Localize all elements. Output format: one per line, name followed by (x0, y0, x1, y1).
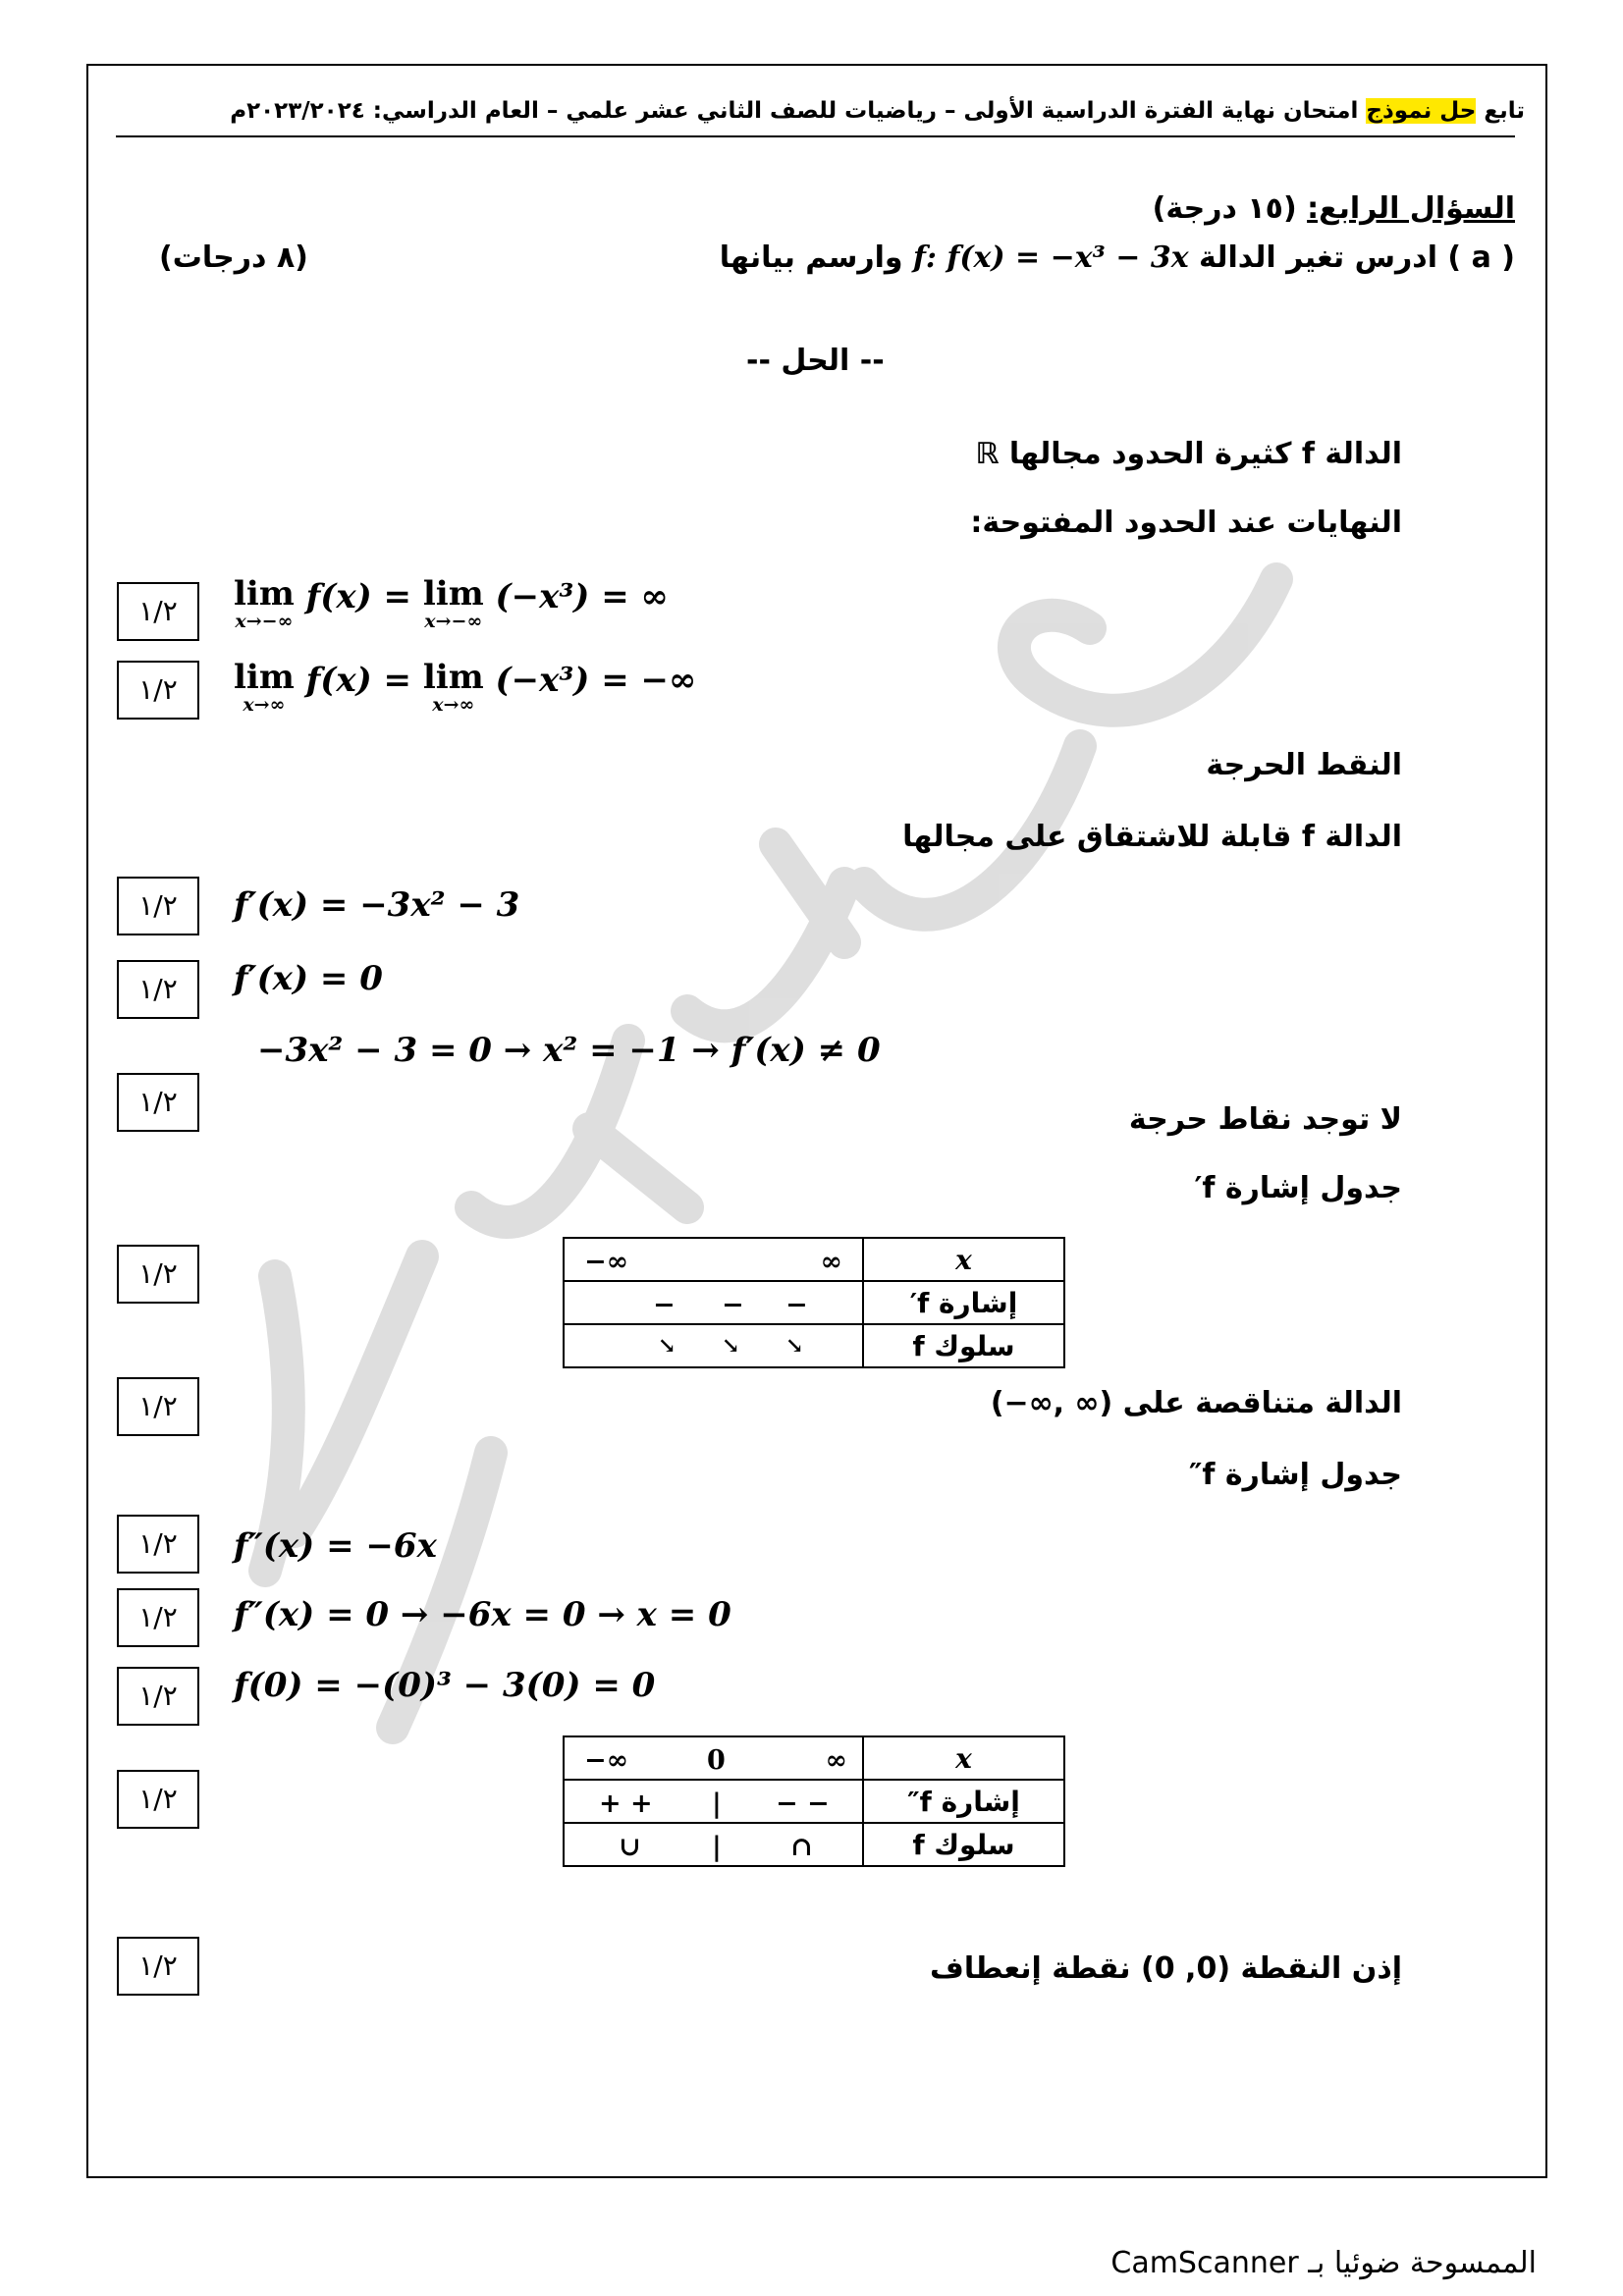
lim-result: (−x³) = −∞ (483, 661, 697, 700)
question-part-a (720, 240, 1515, 275)
score-box: ١/٢ (117, 960, 199, 1019)
table1-sign: − (653, 1290, 676, 1320)
table2-behavior (564, 1823, 863, 1866)
part-a-tail: وارسم بيانها (719, 240, 903, 275)
lim-word: lim (234, 574, 295, 614)
table2-x-values (564, 1736, 863, 1780)
table2-signs (564, 1780, 863, 1823)
first-derivative-zero: f′(x) = 0 (234, 959, 383, 998)
concave-up-icon: ∪ (619, 1832, 641, 1862)
table2-row-behavior: سلوك f (863, 1823, 1064, 1866)
decreasing-line: الدالة متناقصة على (∞ ,∞−) (990, 1386, 1402, 1420)
score-box: ١/٢ (117, 1377, 199, 1436)
lim-word: lim (422, 574, 484, 614)
table1-behavior (564, 1324, 863, 1367)
header-underline (116, 135, 1515, 137)
score-box: ١/٢ (117, 1245, 199, 1304)
score-box: ١/٢ (117, 877, 199, 935)
table2-separator: | (712, 1789, 722, 1819)
table1-x-values (564, 1238, 863, 1281)
lim-word: lim (422, 658, 484, 697)
scanner-footer: الممسوحة ضوئيا بـ CamScanner (1110, 2246, 1537, 2280)
part-a-label: ( a ) ادرس تغير الدالة (1199, 240, 1515, 275)
lim-sub: x→∞ (243, 694, 286, 716)
solution-heading: -- الحل -- (746, 344, 885, 378)
table2-heading: جدول إشارة f″ (1188, 1458, 1402, 1492)
table2-neg-inf: −∞ (584, 1745, 629, 1776)
score-box: ١/٢ (117, 1073, 199, 1132)
decreasing-arrow-icon: ↘ (722, 1333, 740, 1359)
table1-sign: − (722, 1290, 744, 1320)
lim-sub: x→∞ (432, 694, 475, 716)
first-derivative: f′(x) = −3x² − 3 (234, 885, 520, 925)
score-box: ١/٢ (117, 1937, 199, 1996)
limits-heading: النهايات عند الحدود المفتوحة: (970, 506, 1402, 540)
part-a-function: f: f(x) = −x³ − 3x (913, 240, 1189, 275)
table1-heading: جدول إشارة f′ (1194, 1171, 1402, 1205)
score-box: ١/٢ (117, 1770, 199, 1829)
no-critical-points: لا توجد نقاط حرجة (1128, 1102, 1402, 1137)
table1-pos-inf: ∞ (820, 1247, 842, 1277)
concave-down-icon: ∩ (790, 1832, 813, 1862)
header-rest: امتحان نهاية الفترة الدراسية الأولى – رياضيات للصف الثاني عشر علمي – العام الدراسي: ٢٠٢٣/٢٠٢٤م (230, 98, 1367, 124)
table2-zero: 0 (707, 1745, 726, 1776)
table1-sign: − (785, 1290, 808, 1320)
table2-row-x: x (863, 1736, 1064, 1780)
lim-sub: x→−∞ (235, 611, 294, 632)
header-prefix: تابع (1476, 98, 1525, 124)
decreasing-arrow-icon: ↘ (785, 1333, 804, 1359)
table2-pos-inf: ∞ (825, 1745, 847, 1776)
limit-pos-inf (234, 658, 697, 716)
lim-result: (−x³) = ∞ (483, 577, 669, 616)
lim-word: lim (234, 658, 295, 697)
part-a-marks: (٨ درجات) (159, 240, 308, 275)
table1-signs (564, 1281, 863, 1324)
table1-row-behavior: سلوك f (863, 1324, 1064, 1367)
score-box: ١/٢ (117, 1667, 199, 1726)
lim-sub: x→−∞ (424, 611, 483, 632)
question-marks: (١٥ درجة) (1152, 191, 1297, 226)
question-title (1153, 191, 1515, 226)
sign-table-first-derivative (563, 1237, 1065, 1368)
question-title-text: السؤال الرابع: (1307, 191, 1515, 226)
score-box: ١/٢ (117, 1515, 199, 1574)
domain-line: الدالة f كثيرة الحدود مجالها ℝ (975, 437, 1402, 471)
second-derivative: f″(x) = −6x (234, 1526, 437, 1566)
table2-separator: | (712, 1832, 722, 1862)
decreasing-arrow-icon: ↘ (658, 1333, 676, 1359)
score-box: ١/٢ (117, 1588, 199, 1647)
sign-table-second-derivative (563, 1735, 1065, 1867)
score-box: ١/٢ (117, 661, 199, 720)
table2-right-sign: − − (776, 1789, 830, 1819)
limit-neg-inf (234, 574, 669, 632)
critical-heading: النقط الحرجة (1206, 748, 1402, 782)
lim-expr: f(x) = (294, 577, 423, 616)
table1-row-x: x (863, 1238, 1064, 1281)
header-highlight: حل نموذج (1366, 98, 1477, 124)
second-derivative-zero: f″(x) = 0 → −6x = 0 → x = 0 (234, 1595, 731, 1634)
table2-left-sign: + + (599, 1789, 653, 1819)
exam-header (230, 98, 1525, 124)
differentiable-line: الدالة f قابلة للاشتقاق على مجالها (902, 820, 1402, 854)
score-box: ١/٢ (117, 582, 199, 641)
table2-row-sign: إشارة f″ (863, 1780, 1064, 1823)
inflection-line: إذن النقطة (0, 0) نقطة إنعطاف (930, 1951, 1402, 1986)
solve-line: −3x² − 3 = 0 → x² = −1 → f′(x) ≠ 0 (257, 1031, 881, 1070)
table1-row-sign: إشارة f′ (863, 1281, 1064, 1324)
table1-neg-inf: −∞ (584, 1247, 629, 1277)
lim-expr: f(x) = (294, 661, 423, 700)
f-at-zero: f(0) = −(0)³ − 3(0) = 0 (234, 1666, 656, 1705)
